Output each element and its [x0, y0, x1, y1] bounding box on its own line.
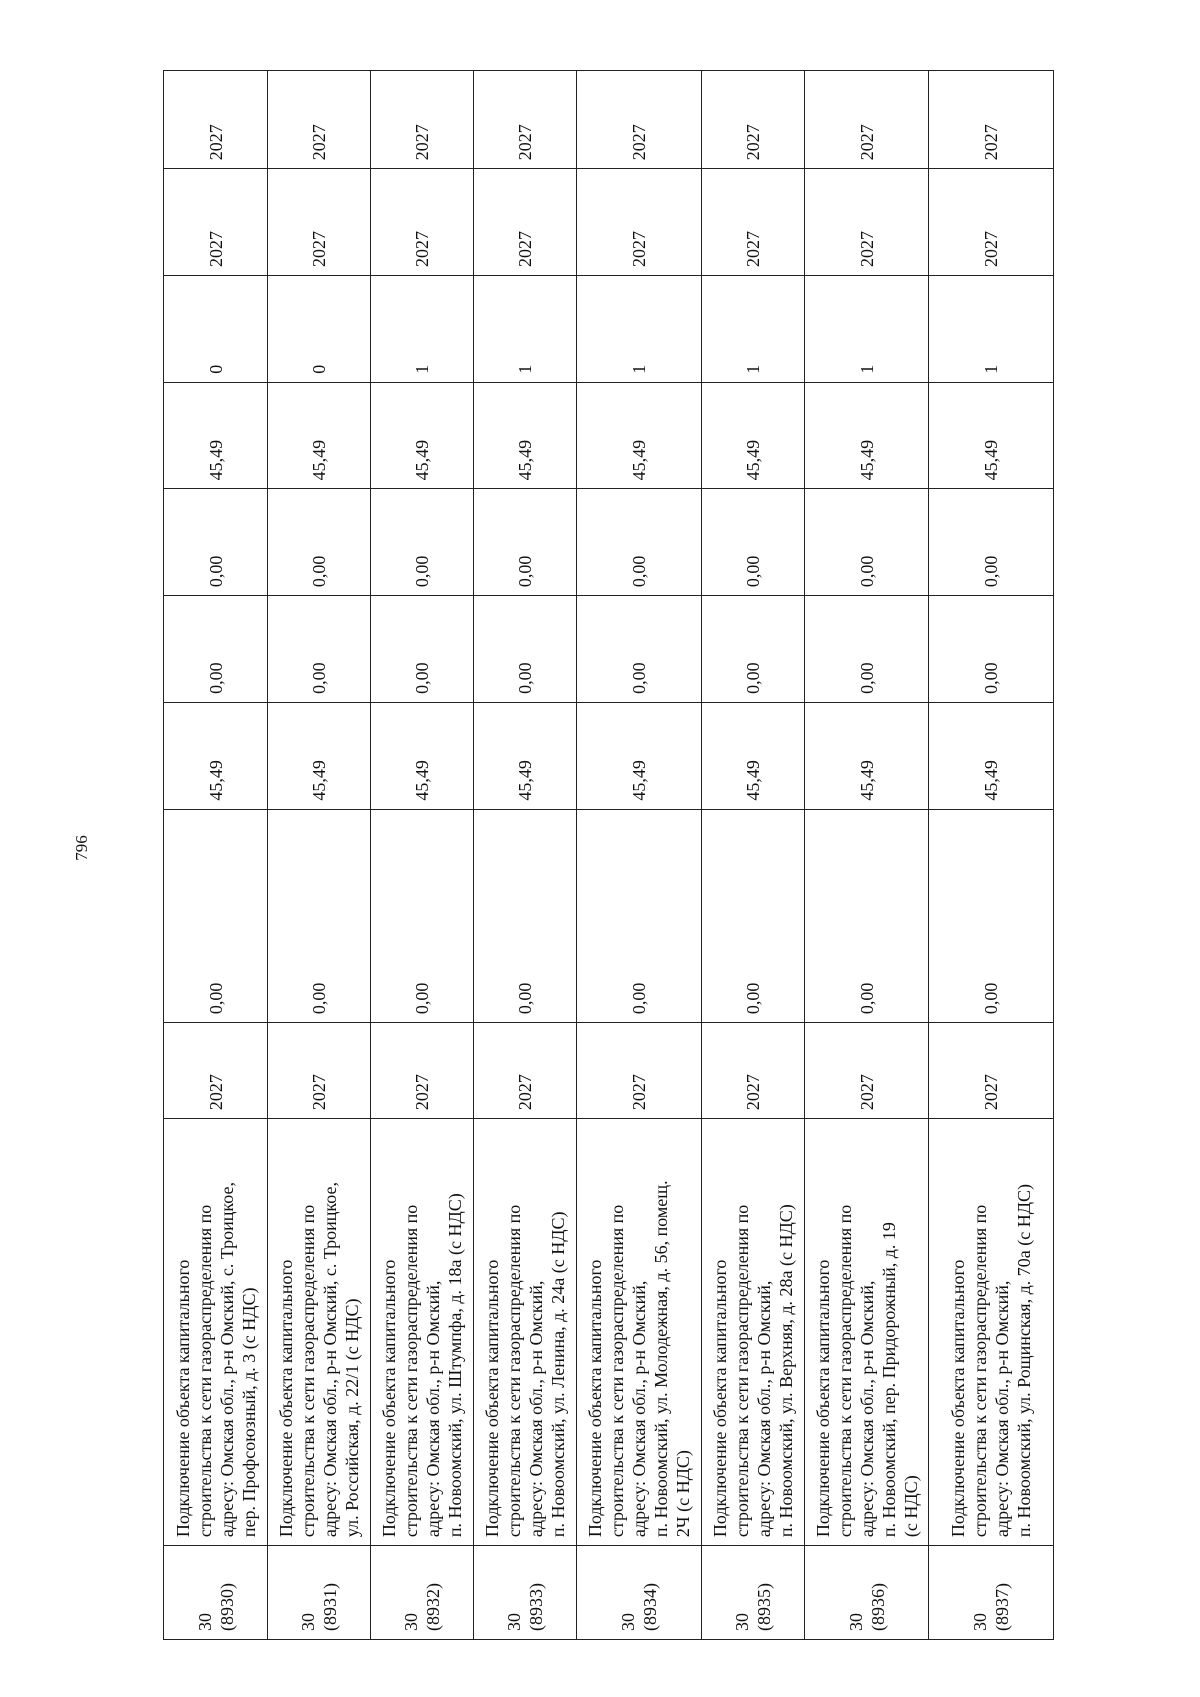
value-b-cell: 45,49: [702, 702, 805, 809]
year-end-cell: 2027: [702, 71, 805, 169]
value-d-cell: 0,00: [371, 489, 474, 596]
value-b-cell: 45,49: [268, 702, 371, 809]
year-start-cell: 2027: [929, 169, 1054, 276]
year-end-cell: 2027: [474, 71, 577, 169]
table-row: [268, 71, 371, 1640]
table-row: [929, 71, 1054, 1640]
description-cell: Подключение объекта капитального строительства к сети газораспределения по адресу: Омская обл., р-н Омский, п. Новоомский, ул. Штумпфа, д. 18а (с НДС): [371, 1119, 474, 1546]
description-cell: Подключение объекта капитального строительства к сети газораспределения по адресу: Омская обл., р-н Омский, с. Троицкое, ул. Российская, д. 22/1 (с НДС): [268, 1119, 371, 1546]
row-number-cell: 30 (8937): [929, 1546, 1054, 1640]
year-cell: 2027: [268, 1023, 371, 1119]
row-number-cell: 30 (8931): [268, 1546, 371, 1640]
year-start-cell: 2027: [702, 169, 805, 276]
value-d-cell: 0,00: [577, 489, 702, 596]
year-start-cell: 2027: [268, 169, 371, 276]
description-cell: Подключение объекта капитального строительства к сети газораспределения по адресу: Омская обл., р-н Омский, с. Троицкое, пер. Профсоюзный, д. 3 (с НДС): [164, 1119, 268, 1546]
year-end-cell: 2027: [577, 71, 702, 169]
year-end-cell: 2027: [164, 71, 268, 169]
value-e-cell: 45,49: [577, 382, 702, 489]
row-number-cell: 30 (8932): [371, 1546, 474, 1640]
value-a-cell: 0,00: [268, 809, 371, 1022]
table-row: [474, 71, 577, 1640]
year-cell: 2027: [577, 1023, 702, 1119]
year-cell: 2027: [474, 1023, 577, 1119]
value-a-cell: 0,00: [805, 809, 929, 1022]
value-c-cell: 0,00: [474, 596, 577, 703]
flag-cell: 1: [474, 275, 577, 382]
value-d-cell: 0,00: [268, 489, 371, 596]
value-e-cell: 45,49: [164, 382, 268, 489]
table-row: [805, 71, 929, 1640]
value-c-cell: 0,00: [929, 596, 1054, 703]
flag-cell: 1: [577, 275, 702, 382]
value-a-cell: 0,00: [577, 809, 702, 1022]
table-row: [577, 71, 702, 1640]
table-row: [702, 71, 805, 1640]
description-cell: Подключение объекта капитального строительства к сети газораспределения по адресу: Омская обл., р-н Омский, п. Новоомский, ул. Молодежная, д. 56, помещ. 2Ч (с НДС): [577, 1119, 702, 1546]
description-cell: Подключение объекта капитального строительства к сети газораспределения по адресу: Омская обл., р-н Омский, п. Новоомский, ул. Верхняя, д. 28а (с НДС): [702, 1119, 805, 1546]
value-d-cell: 0,00: [805, 489, 929, 596]
value-e-cell: 45,49: [702, 382, 805, 489]
value-c-cell: 0,00: [268, 596, 371, 703]
year-end-cell: 2027: [268, 71, 371, 169]
value-d-cell: 0,00: [164, 489, 268, 596]
value-a-cell: 0,00: [702, 809, 805, 1022]
row-number-cell: 30 (8934): [577, 1546, 702, 1640]
value-c-cell: 0,00: [371, 596, 474, 703]
year-start-cell: 2027: [577, 169, 702, 276]
value-c-cell: 0,00: [702, 596, 805, 703]
value-a-cell: 0,00: [474, 809, 577, 1022]
table-row: [164, 71, 268, 1640]
row-number-cell: 30 (8936): [805, 1546, 929, 1640]
value-a-cell: 0,00: [164, 809, 268, 1022]
year-start-cell: 2027: [371, 169, 474, 276]
value-e-cell: 45,49: [805, 382, 929, 489]
value-c-cell: 0,00: [805, 596, 929, 703]
table-body: [164, 71, 1054, 1640]
row-number-cell: 30 (8933): [474, 1546, 577, 1640]
flag-cell: 1: [805, 275, 929, 382]
value-c-cell: 0,00: [164, 596, 268, 703]
year-cell: 2027: [371, 1023, 474, 1119]
year-cell: 2027: [805, 1023, 929, 1119]
year-start-cell: 2027: [164, 169, 268, 276]
year-end-cell: 2027: [805, 71, 929, 169]
year-start-cell: 2027: [805, 169, 929, 276]
value-c-cell: 0,00: [577, 596, 702, 703]
value-b-cell: 45,49: [577, 702, 702, 809]
year-cell: 2027: [164, 1023, 268, 1119]
description-cell: Подключение объекта капитального строительства к сети газораспределения по адресу: Омская обл., р-н Омский, п. Новоомский, ул. Ленина, д. 24а (с НДС): [474, 1119, 577, 1546]
description-cell: Подключение объекта капитального строительства к сети газораспределения по адресу: Омская обл., р-н Омский, п. Новоомский, ул. Рощинская, д. 70а (с НДС): [929, 1119, 1054, 1546]
flag-cell: 1: [929, 275, 1054, 382]
page-number: 796: [72, 835, 91, 861]
value-b-cell: 45,49: [805, 702, 929, 809]
flag-cell: 1: [371, 275, 474, 382]
flag-cell: 0: [164, 275, 268, 382]
value-e-cell: 45,49: [268, 382, 371, 489]
value-b-cell: 45,49: [164, 702, 268, 809]
data-table: [163, 70, 1054, 1640]
value-b-cell: 45,49: [474, 702, 577, 809]
value-e-cell: 45,49: [929, 382, 1054, 489]
year-cell: 2027: [929, 1023, 1054, 1119]
value-b-cell: 45,49: [371, 702, 474, 809]
value-e-cell: 45,49: [371, 382, 474, 489]
value-a-cell: 0,00: [371, 809, 474, 1022]
description-cell: Подключение объекта капитального строительства к сети газораспределения по адресу: Омская обл., р-н Омский, п. Новоомский, пер. Придорожный, д. 19 (с НДС): [805, 1119, 929, 1546]
flag-cell: 0: [268, 275, 371, 382]
value-d-cell: 0,00: [702, 489, 805, 596]
row-number-cell: 30 (8935): [702, 1546, 805, 1640]
value-a-cell: 0,00: [929, 809, 1054, 1022]
year-start-cell: 2027: [474, 169, 577, 276]
year-end-cell: 2027: [371, 71, 474, 169]
row-number-cell: 30 (8930): [164, 1546, 268, 1640]
value-d-cell: 0,00: [474, 489, 577, 596]
table-row: [371, 71, 474, 1640]
value-b-cell: 45,49: [929, 702, 1054, 809]
year-end-cell: 2027: [929, 71, 1054, 169]
value-e-cell: 45,49: [474, 382, 577, 489]
table-container: [163, 70, 1053, 1640]
year-cell: 2027: [702, 1023, 805, 1119]
flag-cell: 1: [702, 275, 805, 382]
value-d-cell: 0,00: [929, 489, 1054, 596]
